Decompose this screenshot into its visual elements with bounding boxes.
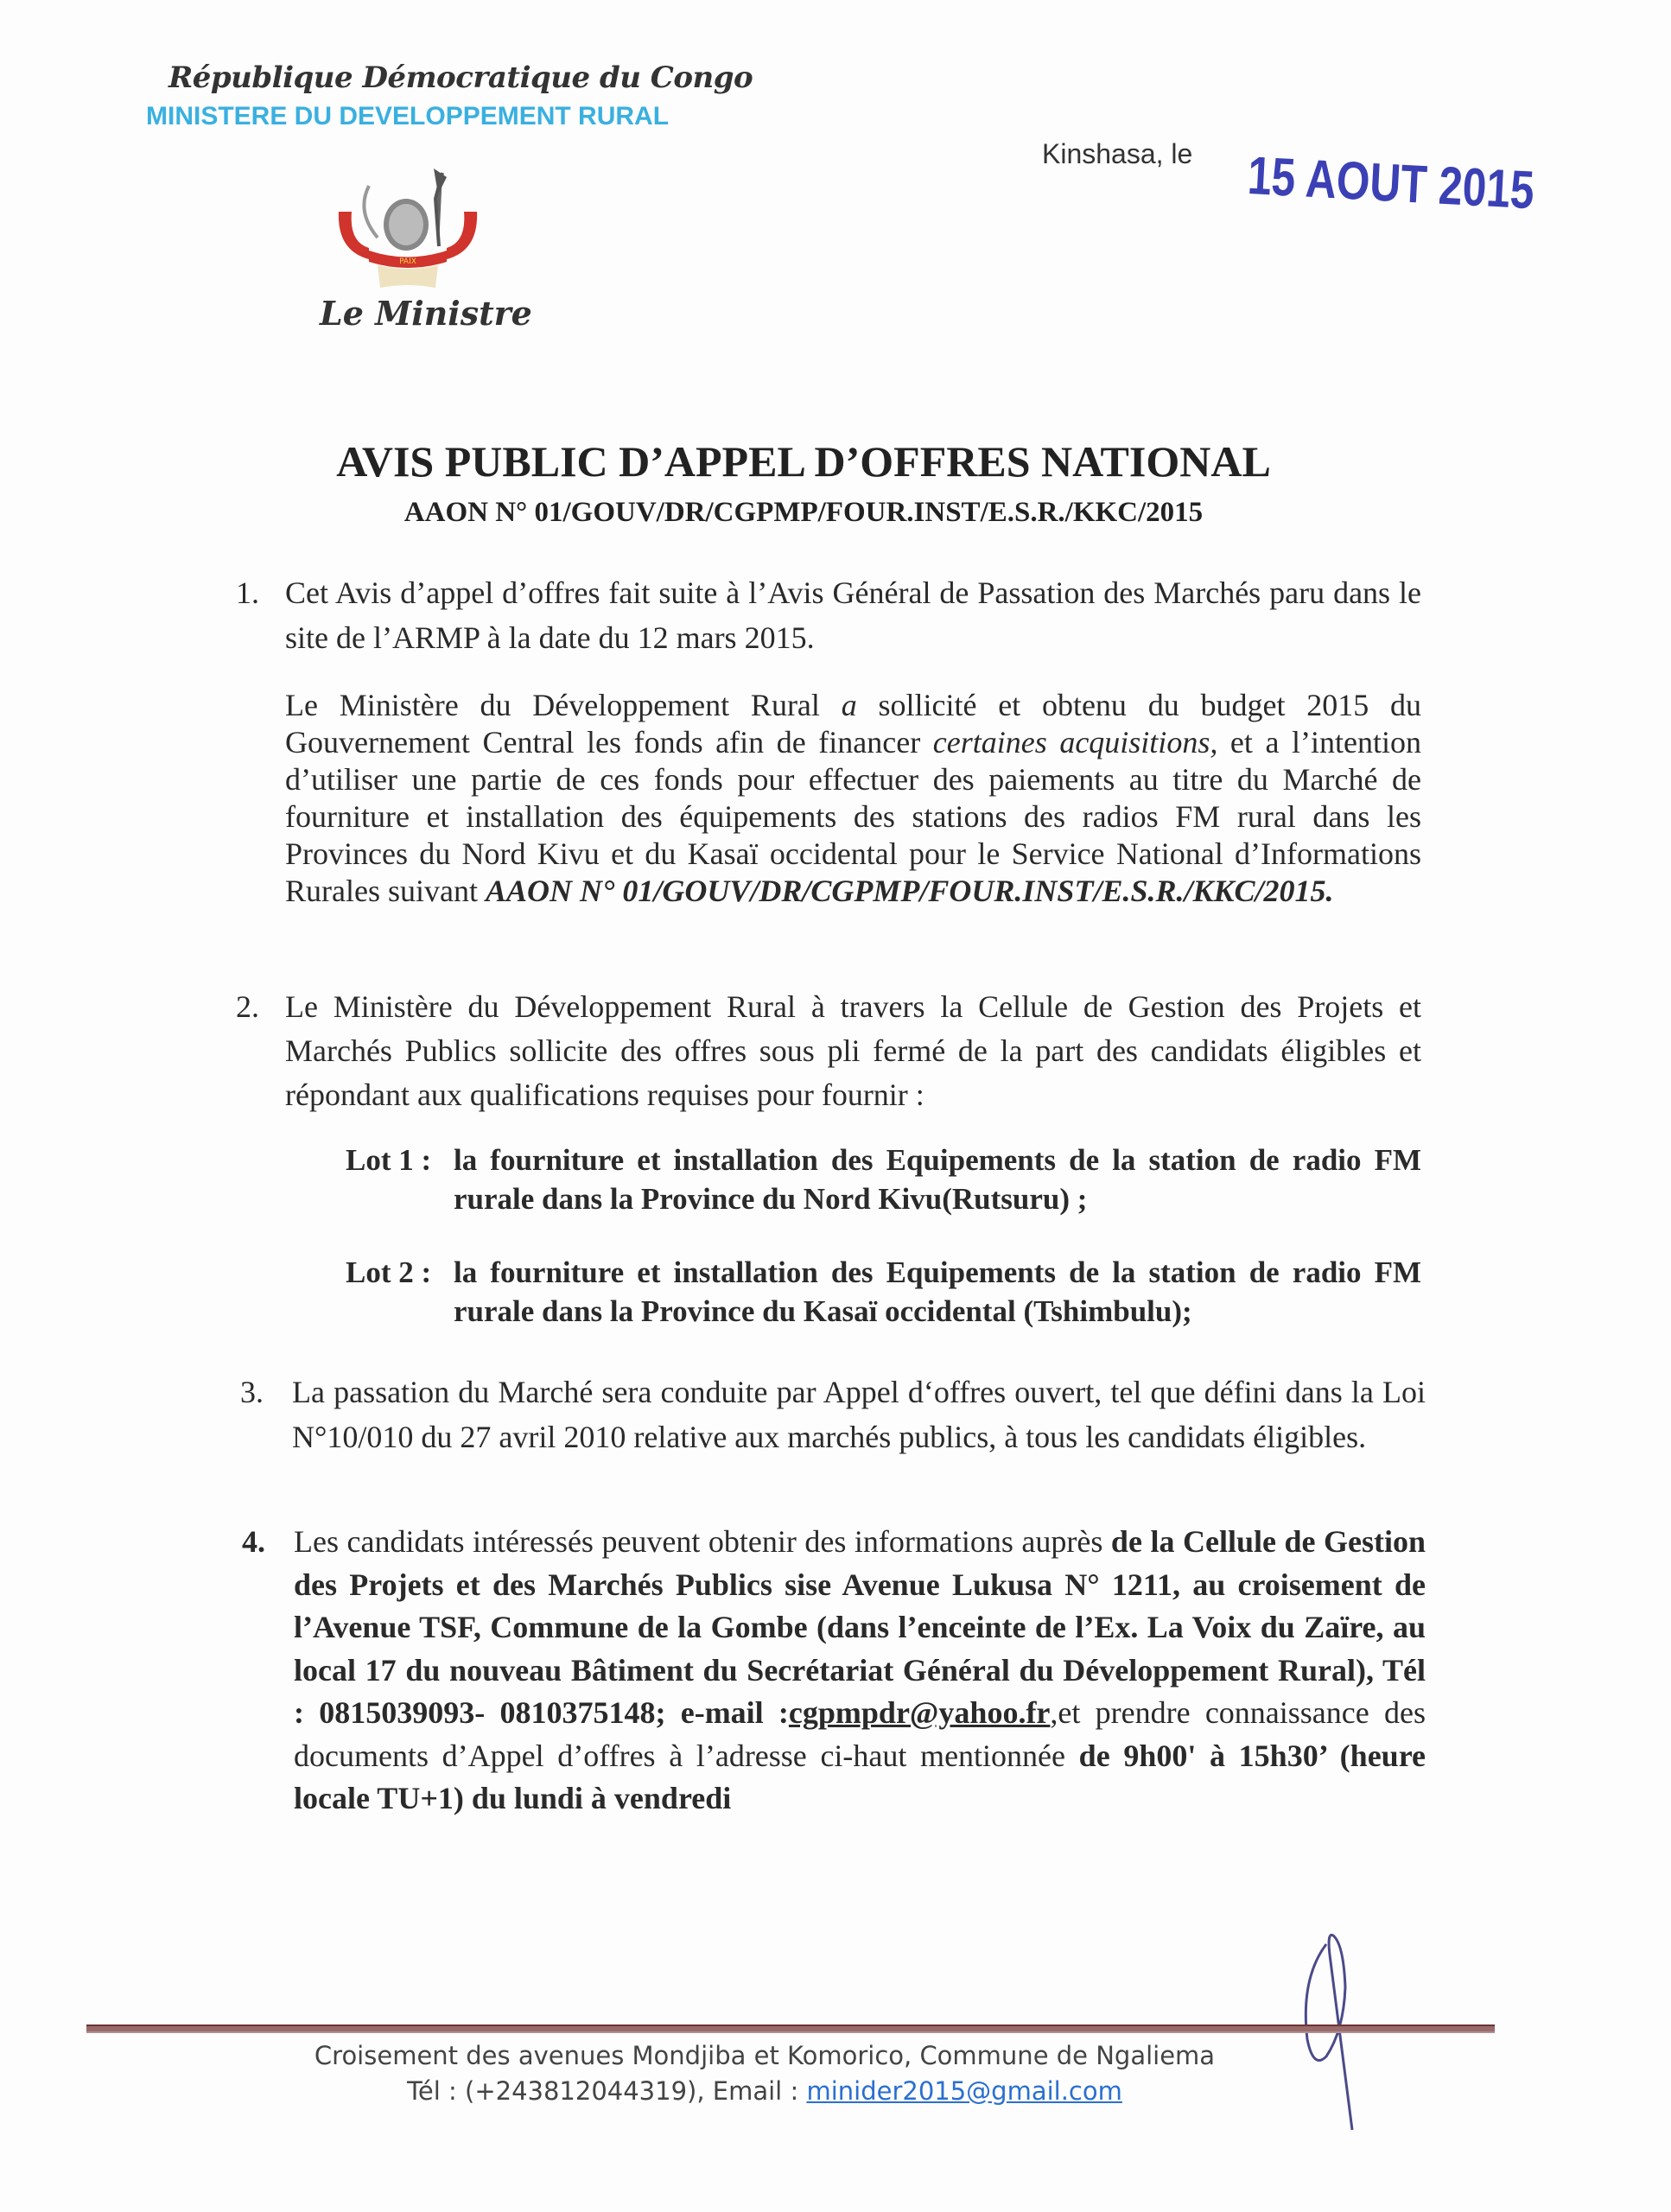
date-stamp: 15 AOUT 2015 — [1246, 145, 1536, 221]
lot-2-text: la fourniture et installation des Equipements de la station de radio FM rurale dans la Province du Kasaï occidental (Tshimbulu); — [454, 1255, 1421, 1328]
footer-contact — [0, 2076, 1529, 2106]
section-1-number: 1. — [236, 575, 259, 610]
text: a — [841, 688, 857, 722]
text: de la Cellule de Gestion des Projets et des Marchés Publics sise Avenue Lukusa N° 1211, au croisement de l’Avenue TSF, Commune de la Gombe (dans l’enceinte de l’Ex. La Voix du Zaïre, au local 17 du nouveau Bâtiment du Secrétariat Général du Développement Rural), Tél : 0815039093- 0810375148; e-mail : — [294, 1524, 1426, 1730]
section-1-funding-paragraph — [285, 687, 1421, 910]
notice-reference: AAON N° 01/GOUV/DR/CGPMP/FOUR.INST/E.S.R./KKC/2015 — [403, 497, 1204, 528]
text: ,et prendre connaissance des documents d’Appel d’offres à l’adresse ci-haut mentionnée — [294, 1695, 1426, 1773]
section-2-number: 2. — [236, 989, 259, 1024]
minister-label: Le Ministre — [320, 294, 532, 333]
reference-italic: AAON N° 01/GOUV/DR/CGPMP/FOUR.INST/E.S.R./KKC/2015. — [485, 874, 1334, 908]
lot-2-label: Lot 2 : — [346, 1255, 432, 1289]
text: Le Ministère du Développement Rural — [285, 688, 842, 722]
text: de 9h00' à 15h30’ (heure locale TU+1) du lundi à vendredi — [294, 1738, 1426, 1815]
text: sollicité et obtenu du budget 2015 du Gouvernement Central les fonds afin de financer — [285, 688, 1421, 760]
section-1-text: Cet Avis d’appel d’offres fait suite à l’Avis Général de Passation des Marchés paru dans le site de l’ARMP à la date du 12 mars 2015. — [285, 575, 1421, 655]
section-4-number: 4. — [242, 1524, 265, 1559]
contact-email-link[interactable]: cgpmpdr@yahoo.fr — [788, 1695, 1051, 1730]
footer-divider — [86, 2024, 1495, 2033]
text: et a l’intention d’utiliser une partie de ces fonds pour effectuer des paiements au titre du Marché de fourniture et installation des équipements des stations des radios FM rural dans les Provinces du Nord Kivu et du Kasaï occidental pour le Service National d’Informations Rurales suivant — [285, 725, 1421, 908]
coat-of-arms-emblem — [330, 168, 486, 289]
footer-tel: Tél : (+243812044319), Email : — [407, 2076, 807, 2106]
footer-address: Croisement des avenues Mondjiba et Komorico, Commune de Ngaliema — [314, 2041, 1216, 2070]
republic-heading: République Démocratique du Congo — [168, 60, 753, 95]
text: Les candidats intéressés peuvent obtenir des informations auprès — [294, 1524, 1111, 1559]
place-label: Kinshasa, le — [1042, 138, 1193, 169]
section-3-number: 3. — [240, 1375, 264, 1409]
lot-1-text: la fourniture et installation des Equipements de la station de radio FM rurale dans la Province du Nord Kivu(Rutsuru) ; — [454, 1143, 1421, 1216]
section-3-text: La passation du Marché sera conduite par Appel d‘offres ouvert, tel que défini dans la Loi N°10/010 du 27 avril 2010 relative aux marchés publics, à tous les candidats éligibles. — [292, 1375, 1426, 1454]
section-4-text — [294, 1521, 1426, 1821]
notice-title: AVIS PUBLIC D’APPEL D’OFFRES NATIONAL — [336, 437, 1271, 486]
section-2-text: Le Ministère du Développement Rural à travers la Cellule de Gestion des Projets et Marchés Publics sollicite des offres sous pli fermé de la part des candidats éligibles et répondant aux qualifications requises pour fournir : — [285, 989, 1421, 1112]
text: certaines acquisitions, — [932, 725, 1218, 760]
lot-1-label: Lot 1 : — [346, 1143, 432, 1177]
svg-text:PAIX: PAIX — [399, 257, 416, 266]
footer-email-link[interactable]: minider2015@gmail.com — [806, 2076, 1122, 2106]
ministry-heading: MINISTERE DU DEVELOPPEMENT RURAL — [146, 102, 670, 130]
